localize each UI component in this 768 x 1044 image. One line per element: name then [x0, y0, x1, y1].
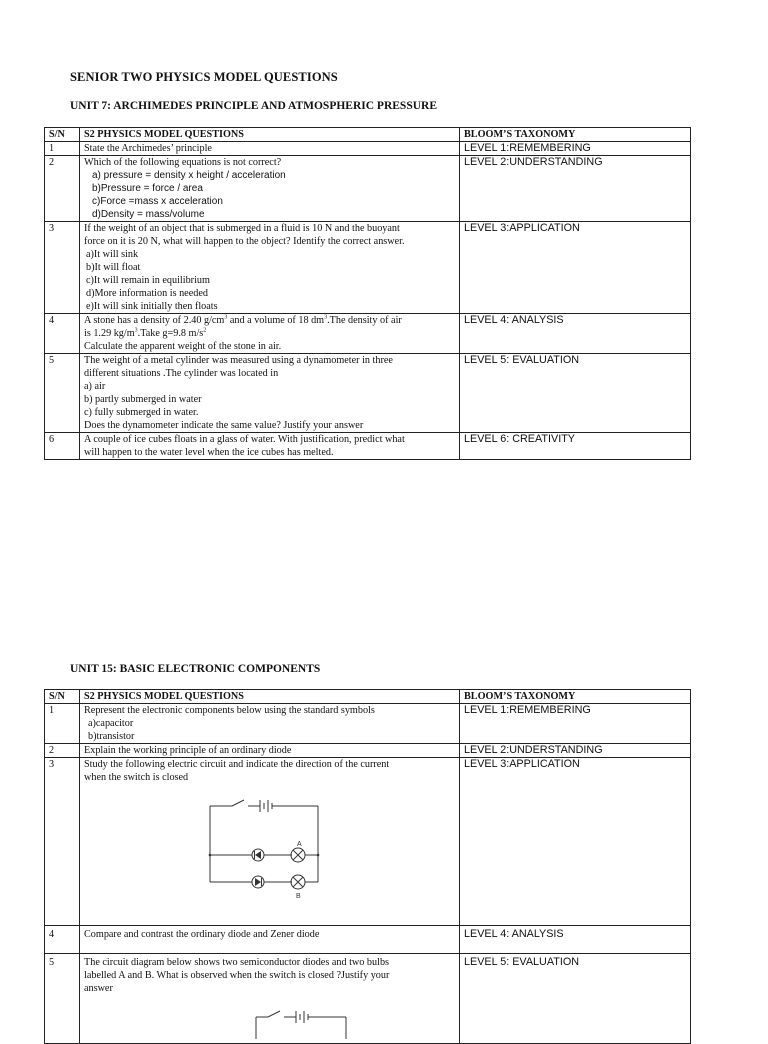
table-row	[45, 744, 691, 758]
option-line: c)Force =mass x acceleration	[92, 196, 223, 207]
row-sn: 3	[45, 758, 80, 926]
header-sn: S/N	[45, 690, 80, 704]
document-title: SENIOR TWO PHYSICS MODEL QUESTIONS	[70, 70, 338, 84]
table-row	[45, 354, 691, 433]
question-line: Calculate the apparent weight of the stone in air.	[84, 341, 282, 352]
option-line: d)More information is needed	[86, 288, 208, 299]
option-line: a) air	[84, 381, 106, 392]
table-row	[45, 314, 691, 354]
question-line: The weight of a metal cylinder was measured using a dynamometer in three	[84, 355, 393, 366]
circuit-diagram-icon	[208, 788, 324, 900]
question-text	[80, 954, 460, 1044]
unit15-table	[44, 689, 691, 1044]
row-sn: 6	[45, 433, 80, 460]
row-sn: 3	[45, 222, 80, 314]
bloom-level: LEVEL 5: EVALUATION	[460, 354, 691, 433]
question-text	[80, 758, 460, 926]
row-sn: 5	[45, 354, 80, 433]
question-text	[80, 222, 460, 314]
option-line: b)It will float	[86, 262, 141, 273]
table-row	[45, 954, 691, 1044]
option-line: b)transistor	[88, 731, 135, 742]
question-text	[80, 314, 460, 354]
option-line: c)It will remain in equilibrium	[86, 275, 210, 286]
question-text	[80, 156, 460, 222]
question-line: Does the dynamometer indicate the same value? Justify your answer	[84, 420, 364, 431]
option-line: e)It will sink initially then floats	[86, 301, 218, 312]
question-line: A couple of ice cubes floats in a glass of water. With justification, predict what	[84, 434, 405, 445]
table-row	[45, 926, 691, 954]
question-line: State the Archimedes’ principle	[84, 143, 212, 154]
option-line: d)Density = mass/volume	[92, 209, 205, 220]
row-sn: 1	[45, 704, 80, 744]
unit7-table	[44, 127, 691, 460]
row-sn: 5	[45, 954, 80, 1044]
bloom-level: LEVEL 3:APPLICATION	[460, 222, 691, 314]
table-row	[45, 142, 691, 156]
question-line: If the weight of an object that is submerged in a fluid is 10 N and the buoyant	[84, 223, 400, 234]
question-line: Compare and contrast the ordinary diode and Zener diode	[84, 929, 320, 940]
question-line: Represent the electronic components below using the standard symbols	[84, 705, 375, 716]
question-line: A stone has a density of 2.40 $g/cm^3$ and a volume of 18 $dm^3.The$ density of air	[84, 314, 402, 326]
option-line: a)It will sink	[86, 249, 139, 260]
question-text	[80, 744, 460, 758]
row-sn: 1	[45, 142, 80, 156]
question-line: when the switch is closed	[84, 772, 189, 783]
row-sn: 2	[45, 744, 80, 758]
table-header-row	[45, 690, 691, 704]
bloom-level: LEVEL 4: ANALYSIS	[460, 926, 691, 954]
table-row	[45, 704, 691, 744]
bulb-a-label: A	[297, 841, 302, 848]
table-row	[45, 758, 691, 926]
question-line: force on it is 20 N, what will happen to the object? Identify the correct answer.	[84, 236, 405, 247]
table-row	[45, 156, 691, 222]
table-row	[45, 433, 691, 460]
header-bloom: BLOOM’S TAXONOMY	[460, 128, 691, 142]
question-line: is 1.29 $kg/m^3.Take$ g=9.8 $m/s^2$	[84, 327, 207, 339]
bloom-level: LEVEL 1:REMEMBERING	[460, 142, 691, 156]
question-line: different situations .The cylinder was located in	[84, 368, 279, 379]
unit7-heading: UNIT 7: ARCHIMEDES PRINCIPLE AND ATMOSPHERIC PRESSURE	[70, 100, 437, 112]
bloom-level: LEVEL 6: CREATIVITY	[460, 433, 691, 460]
bloom-level: LEVEL 5: EVALUATION	[460, 954, 691, 1044]
circuit-diagram-icon	[254, 999, 374, 1039]
table-header-row	[45, 128, 691, 142]
option-line: a)capacitor	[88, 718, 134, 729]
question-line: will happen to the water level when the ice cubes has melted.	[84, 447, 334, 458]
header-question: S2 PHYSICS MODEL QUESTIONS	[80, 128, 460, 142]
option-line: c) fully submerged in water.	[84, 407, 199, 418]
question-line: Study the following electric circuit and indicate the direction of the current	[84, 759, 390, 770]
question-line: labelled A and B. What is observed when the switch is closed ?Justify your	[84, 970, 390, 981]
question-text	[80, 926, 460, 954]
option-line: b) partly submerged in water	[84, 394, 202, 405]
bloom-level: LEVEL 2:UNDERSTANDING	[460, 156, 691, 222]
option-line: b)Pressure = force / area	[92, 183, 203, 194]
question-line: Which of the following equations is not correct?	[84, 157, 282, 168]
question-text	[80, 433, 460, 460]
table-row	[45, 222, 691, 314]
bulb-b-label: B	[296, 893, 301, 900]
bloom-level: LEVEL 4: ANALYSIS	[460, 314, 691, 354]
header-sn: S/N	[45, 128, 80, 142]
question-line: answer	[84, 983, 113, 994]
question-line: The circuit diagram below shows two semiconductor diodes and two bulbs	[84, 957, 389, 968]
question-text	[80, 354, 460, 433]
row-sn: 4	[45, 926, 80, 954]
header-question: S2 PHYSICS MODEL QUESTIONS	[80, 690, 460, 704]
option-line: a) pressure = density x height / acceleration	[92, 170, 286, 181]
bloom-level: LEVEL 1:REMEMBERING	[460, 704, 691, 744]
row-sn: 2	[45, 156, 80, 222]
question-line: Explain the working principle of an ordinary diode	[84, 745, 292, 756]
header-bloom: BLOOM’S TAXONOMY	[460, 690, 691, 704]
row-sn: 4	[45, 314, 80, 354]
question-text	[80, 704, 460, 744]
unit15-heading: UNIT 15: BASIC ELECTRONIC COMPONENTS	[70, 663, 321, 675]
question-text	[80, 142, 460, 156]
bloom-level: LEVEL 3:APPLICATION	[460, 758, 691, 926]
bloom-level: LEVEL 2:UNDERSTANDING	[460, 744, 691, 758]
